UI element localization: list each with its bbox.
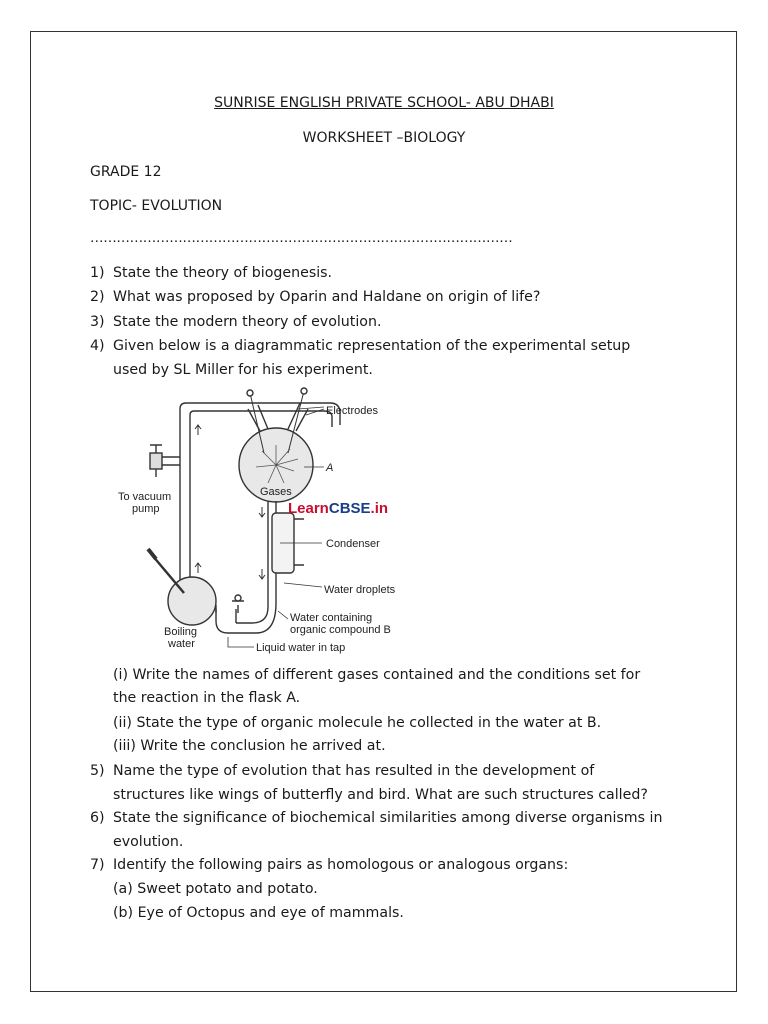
question-text-line-2: evolution. bbox=[113, 833, 184, 850]
label-water-droplets: Water droplets bbox=[324, 584, 396, 596]
watermark-in: .in bbox=[370, 500, 389, 517]
worksheet-title: WORKSHEET –BIOLOGY bbox=[302, 130, 466, 146]
label-water-containing-1: Water containing bbox=[290, 612, 373, 624]
q7-part-b: (b) Eye of Octopus and eye of mammals. bbox=[113, 905, 404, 921]
watermark-cbse: CBSE bbox=[328, 500, 371, 517]
watermark-learn: Learn bbox=[288, 500, 329, 517]
q4-part-ii: (ii) State the type of organic molecule he collected in the water at B. bbox=[113, 715, 602, 731]
label-vacuum-2: pump bbox=[132, 503, 160, 515]
question-number: 1) bbox=[90, 265, 105, 281]
topic-label: TOPIC- EVOLUTION bbox=[90, 198, 223, 214]
question-number: 7) bbox=[90, 857, 105, 873]
q4-part-i-line-2: the reaction in the flask A. bbox=[113, 690, 301, 706]
label-boiling-1: Boiling bbox=[164, 626, 198, 638]
question-text: Identify the following pairs as homologous or analogous organs: bbox=[113, 857, 569, 873]
learncbse-watermark bbox=[288, 500, 388, 517]
label-a: A bbox=[326, 462, 334, 474]
question-number: 4) bbox=[90, 338, 105, 354]
label-vacuum-1: To vacuum bbox=[118, 491, 172, 503]
question-text-line-1: Name the type of evolution that has resulted in the development of bbox=[113, 763, 595, 779]
q4-part-iii: (iii) Write the conclusion he arrived at. bbox=[113, 738, 386, 754]
question-text-line-2: used by SL Miller for his experiment. bbox=[113, 361, 373, 378]
question-number: 6) bbox=[90, 810, 105, 826]
question-number: 5) bbox=[90, 763, 105, 779]
label-electrodes: Electrodes bbox=[326, 405, 378, 417]
grade-label: GRADE 12 bbox=[90, 164, 162, 180]
question-text: State the theory of biogenesis. bbox=[113, 265, 333, 281]
miller-experiment-diagram bbox=[112, 387, 422, 655]
q4-part-i-line-1: (i) Write the names of different gases contained and the conditions set for bbox=[113, 667, 641, 683]
question-text-line-2: structures like wings of butterfly and bird. What are such structures called? bbox=[113, 786, 648, 803]
question-text: What was proposed by Oparin and Haldane on origin of life? bbox=[113, 289, 541, 305]
question-text-line-1: State the significance of biochemical similarities among diverse organisms in bbox=[113, 810, 663, 826]
dotted-separator: …………………………………………………………………………………… bbox=[90, 230, 513, 246]
q7-part-a: (a) Sweet potato and potato. bbox=[113, 881, 318, 897]
label-gases: Gases bbox=[260, 486, 292, 498]
question-number: 3) bbox=[90, 314, 105, 330]
question-text: State the modern theory of evolution. bbox=[113, 314, 382, 330]
label-boiling-2: water bbox=[168, 638, 195, 650]
school-title: SUNRISE ENGLISH PRIVATE SCHOOL- ABU DHABI bbox=[214, 95, 554, 111]
question-number: 2) bbox=[90, 289, 105, 305]
label-water-containing-2: organic compound B bbox=[290, 624, 391, 636]
label-condenser: Condenser bbox=[326, 538, 380, 550]
label-tap: Liquid water in tap bbox=[256, 642, 346, 654]
question-text-line-1: Given below is a diagrammatic representation of the experimental setup bbox=[113, 338, 631, 354]
